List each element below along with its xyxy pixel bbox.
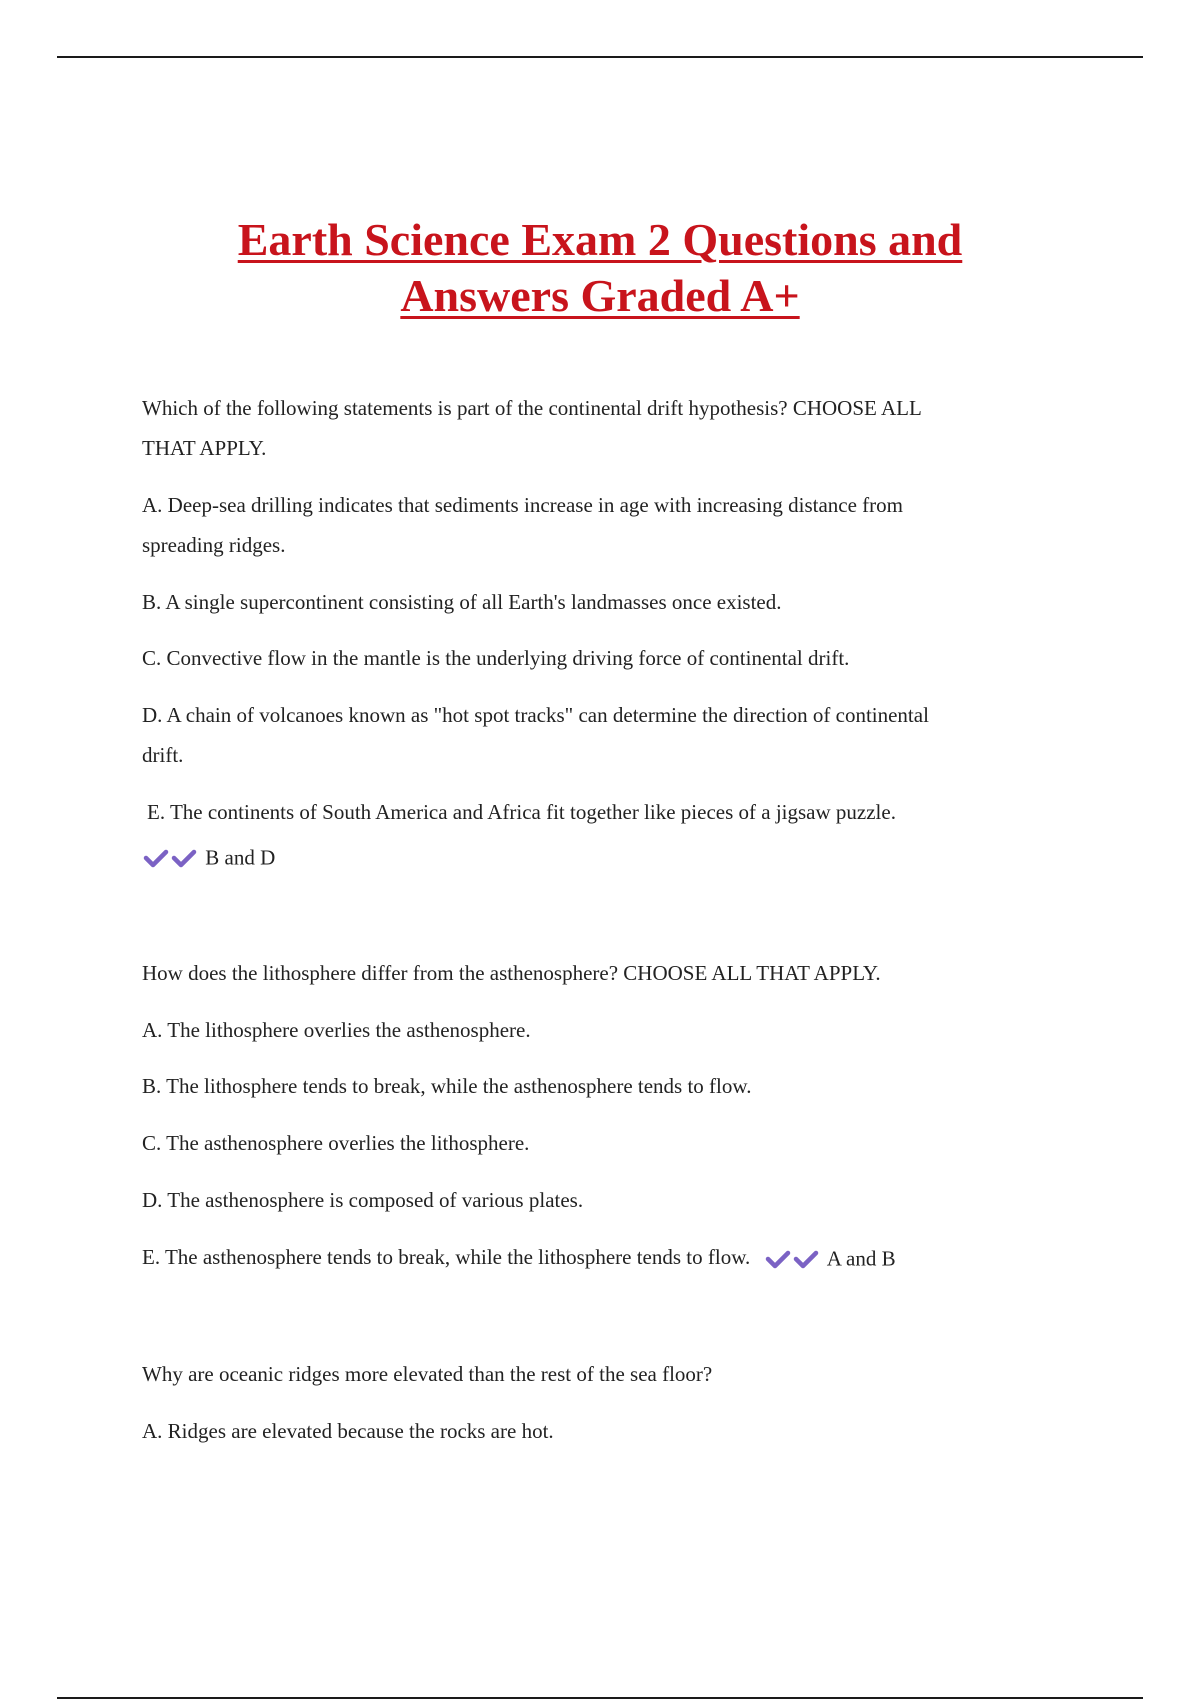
question-2-option-b: B. The lithosphere tends to break, while the asthenosphere tends to flow. (142, 1074, 752, 1098)
question-2-option-c: C. The asthenosphere overlies the lithosphere. (142, 1131, 530, 1155)
answer-text: A and B (826, 1246, 896, 1271)
question-1-option-e: E. The continents of South America and Africa fit together like pieces of a jigsaw puzzle. (147, 800, 896, 824)
question-3-option-a: A. Ridges are elevated because the rocks are hot. (142, 1419, 554, 1443)
check-icon (170, 847, 198, 869)
question-1-option-b: B. A single supercontinent consisting of all Earth's landmasses once existed. (142, 590, 782, 614)
answer-text: B and D (205, 845, 276, 870)
question-3-prompt: Why are oceanic ridges more elevated than the rest of the sea floor? (142, 1362, 713, 1386)
title-line-2: Answers Graded A+ (400, 270, 800, 321)
bottom-divider (57, 1697, 1143, 1699)
question-1-option-a-line-1: A. Deep-sea drilling indicates that sediments increase in age with increasing distance from (142, 493, 903, 517)
question-2-option-a: A. The lithosphere overlies the asthenosphere. (142, 1018, 531, 1042)
question-1-option-a-line-2: spreading ridges. (142, 533, 286, 557)
question-1-prompt-line-1: Which of the following statements is part of the continental drift hypothesis? CHOOSE ALL (142, 396, 922, 420)
question-2-prompt: How does the lithosphere differ from the asthenosphere? CHOOSE ALL THAT APPLY. (142, 961, 881, 985)
question-list (142, 0, 1042, 1700)
question-1-option-d-line-1: D. A chain of volcanoes known as "hot spot tracks" can determine the direction of continental (142, 703, 929, 727)
check-icon (764, 1248, 792, 1270)
check-icon (142, 847, 170, 869)
question-2-option-d: D. The asthenosphere is composed of various plates. (142, 1188, 584, 1212)
answer-check-marks (764, 1248, 820, 1270)
question-1-answer (142, 844, 275, 871)
question-1-option-d-line-2: drift. (142, 743, 184, 767)
question-1-prompt-line-2: THAT APPLY. (142, 436, 267, 460)
question-2-option-e: E. The asthenosphere tends to break, while the lithosphere tends to flow. (142, 1245, 751, 1269)
question-2-option-e-row (142, 1245, 896, 1272)
title-line-1: Earth Science Exam 2 Questions and (237, 214, 963, 265)
check-icon (792, 1248, 820, 1270)
answer-check-marks (142, 847, 198, 869)
question-1-option-c: C. Convective flow in the mantle is the underlying driving force of continental drift. (142, 646, 850, 670)
